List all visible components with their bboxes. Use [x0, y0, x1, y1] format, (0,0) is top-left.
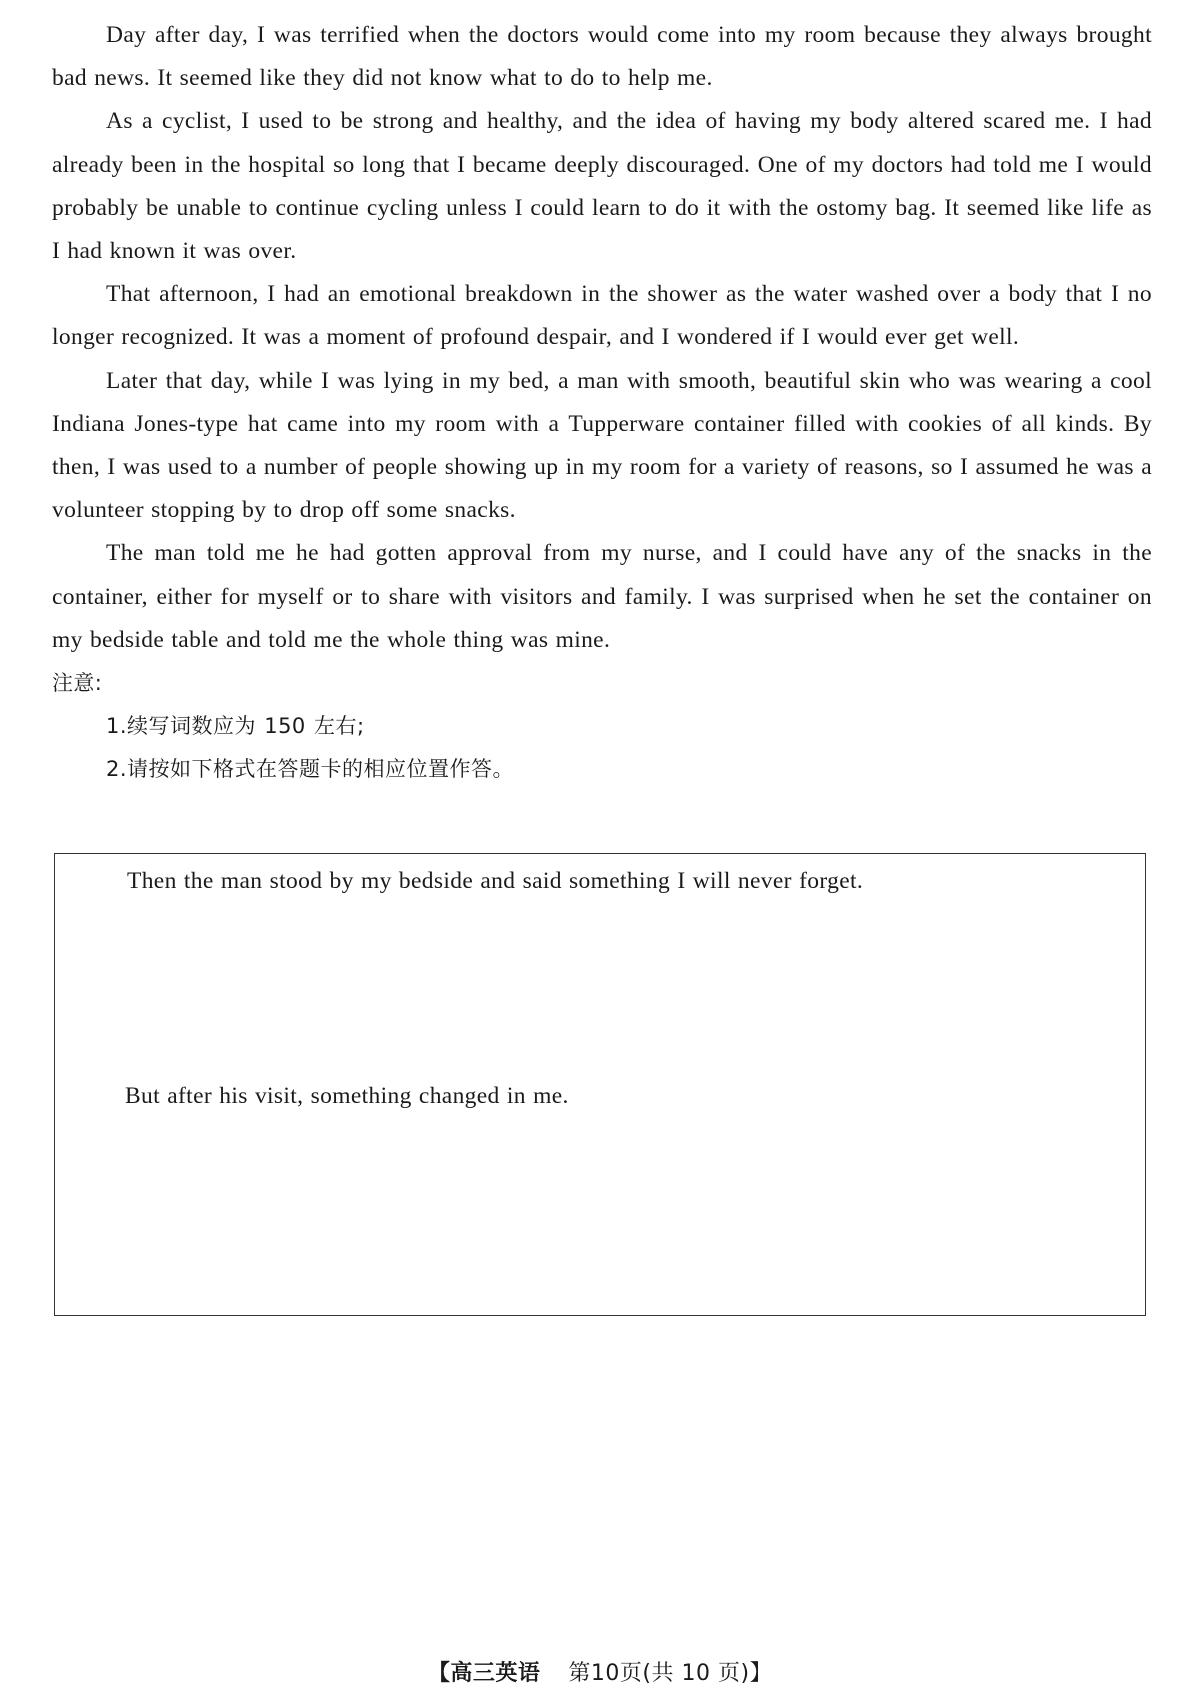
note-item-word-count: 1.续写词数应为 150 左右;: [106, 714, 365, 739]
continuation-opening-sentence-2: But after his visit, something changed in me.: [125, 1083, 569, 1109]
note-item-format: 2.请按如下格式在答题卡的相应位置作答。: [106, 757, 515, 782]
footer-page-number: 第10页(共 10 页)】: [568, 1661, 773, 1686]
answer-format-box: [54, 853, 1146, 1316]
footer-subject: 【高三英语: [427, 1661, 541, 1686]
passage-paragraph-2: As a cyclist, I used to be strong and healthy, and the idea of having my body altered scared me. I had already been in the hospital so long that I became deeply discouraged. One of my doctors had told me I would probably be unable to continue cycling unless I could learn to do it with the ostomy bag. It seemed like life as I had known it was over.: [52, 108, 1152, 265]
page-footer: [0, 1656, 1200, 1687]
reading-passage: [52, 14, 1152, 792]
passage-paragraph-3: That afternoon, I had an emotional breakdown in the shower as the water washed over a body that I no longer recognized. It was a moment of profound despair, and I wondered if I would ever get well.: [52, 281, 1152, 351]
continuation-opening-sentence-1: Then the man stood by my bedside and said something I will never forget.: [127, 868, 864, 894]
passage-paragraph-1: Day after day, I was terrified when the doctors would come into my room because they always brought bad news. It seemed like they did not know what to do to help me.: [52, 22, 1152, 92]
passage-paragraph-4: Later that day, while I was lying in my bed, a man with smooth, beautiful skin who was wearing a cool Indiana Jones-type hat came into my room with a Tupperware container filled with cookies of all kinds. By then, I was used to a number of people showing up in my room for a variety of reasons, so I assumed he was a volunteer stopping by to drop off some snacks.: [52, 367, 1152, 524]
passage-paragraph-5: The man told me he had gotten approval from my nurse, and I could have any of the snacks in the container, either for myself or to share with visitors and family. I was surprised when he set the container on my bedside table and told me the whole thing was mine.: [52, 540, 1152, 653]
notes-heading: 注意:: [52, 671, 103, 696]
